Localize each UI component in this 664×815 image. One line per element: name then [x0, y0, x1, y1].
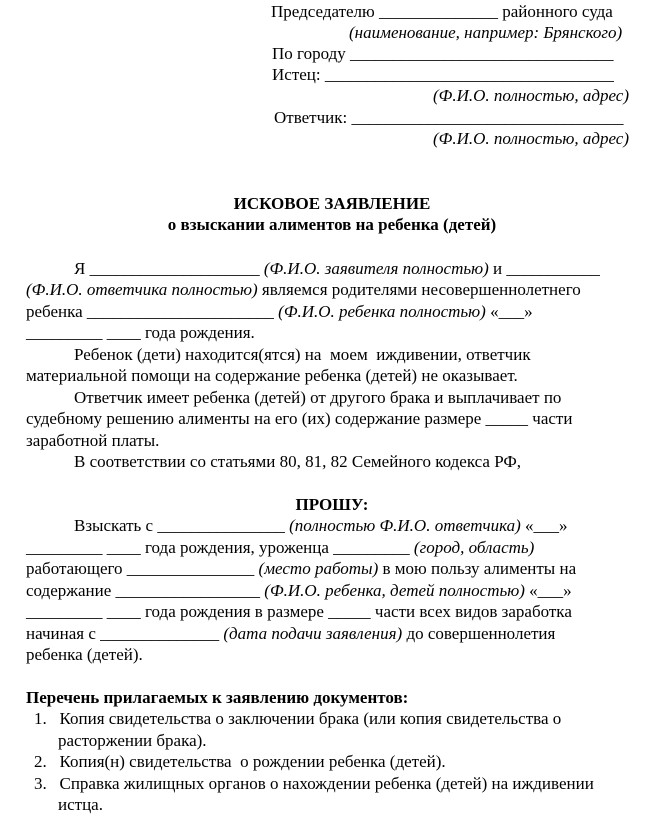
request-line: _________ ____ года рождения, уроженца _________ (город, область) — [26, 538, 535, 557]
request-line: содержание _________________ (Ф.И.О. ребенка, детей полностью) «___» — [26, 581, 572, 600]
request-line: Взыскать с _______________ (полностью Ф.И.О. ответчика) «___» — [74, 516, 568, 535]
attachment-item: 2. Копия(н) свидетельства о рождении ребенка (детей). — [34, 752, 446, 771]
body-line: Ребенок (дети) находится(ятся) на моем иждивении, ответчик — [74, 345, 531, 364]
header-court-note: (наименование, например: Брянского) — [349, 23, 623, 42]
body-line: ребенка ______________________ (Ф.И.О. ребенка полностью) «___» — [26, 302, 533, 321]
header-defendant: Ответчик: ________________________________ — [274, 108, 624, 127]
request-line: _________ ____ года рождения в размере _____ части всех видов заработка — [26, 602, 572, 621]
body-line: заработной платы. — [26, 431, 160, 450]
header-plaintiff-note: (Ф.И.О. полностью, адрес) — [433, 86, 629, 105]
body-line: судебному решению алименты на его (их) содержание размере _____ части — [26, 409, 573, 428]
request-line: работающего _______________ (место работы) в мою пользу алименты на — [26, 559, 577, 578]
attachment-item: 1. Копия свидетельства о заключении брака (или копия свидетельства о — [34, 709, 562, 728]
header-plaintiff: Истец: __________________________________ — [272, 65, 614, 84]
attachment-item: 3. Справка жилищных органов о нахождении ребенка (детей) на иждивении — [34, 774, 594, 793]
body-line: В соответствии со статьями 80, 81, 82 Семейного кодекса РФ, — [74, 452, 522, 471]
request-heading: ПРОШУ: — [295, 495, 369, 514]
request-line: начиная с ______________ (дата подачи заявления) до совершеннолетия — [26, 624, 556, 643]
attachment-item-continued: расторжении брака). — [58, 731, 207, 750]
body-line: (Ф.И.О. ответчика полностью) являемся родителями несовершеннолетнего — [26, 280, 581, 299]
header-defendant-note: (Ф.И.О. полностью, адрес) — [433, 129, 629, 148]
attachments-heading: Перечень прилагаемых к заявлению документов: — [26, 688, 409, 707]
header-addressee: Председателю ______________ районного суда — [271, 2, 613, 21]
body-line: _________ ____ года рождения. — [26, 323, 255, 342]
request-line: ребенка (детей). — [26, 645, 143, 664]
document-subtitle: о взыскании алиментов на ребенка (детей) — [167, 215, 497, 234]
body-line: материальной помощи на содержание ребенка (детей) не оказывает. — [26, 366, 518, 385]
header-city: По городу _______________________________ — [272, 44, 614, 63]
document-title: ИСКОВОЕ ЗАЯВЛЕНИЕ — [233, 194, 431, 213]
body-line: Ответчик имеет ребенка (детей) от другого брака и выплачивает по — [74, 388, 562, 407]
body-line: Я ____________________ (Ф.И.О. заявителя полностью) и ___________ — [74, 259, 600, 278]
attachment-item-continued: истца. — [58, 795, 103, 814]
